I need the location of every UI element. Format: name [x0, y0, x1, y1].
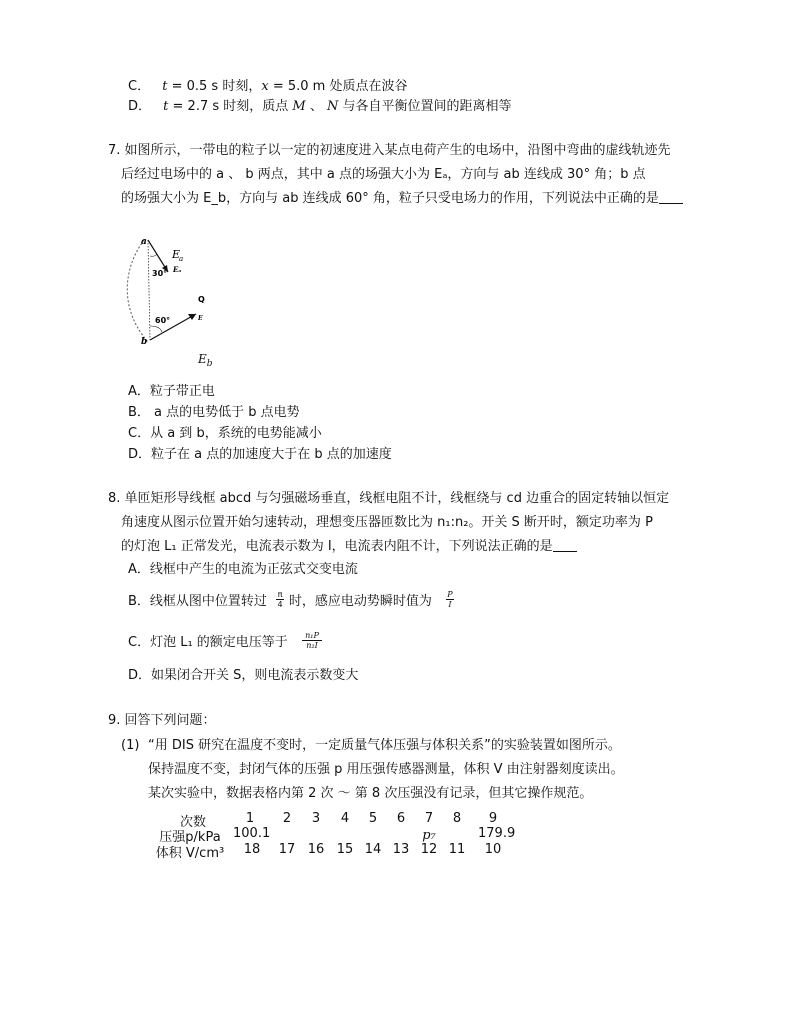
volume-cell: 10	[484, 842, 502, 857]
text: 处质点在波谷	[325, 79, 408, 94]
q6-option-c	[128, 78, 407, 96]
volume-cell: 17	[278, 842, 296, 857]
row-label-count: 次数	[179, 815, 206, 830]
q7-option-d: D．粒子在 a 点的加速度大于在 b 点的加速度	[128, 447, 392, 462]
fraction-n1p-over-n2i	[302, 631, 322, 650]
q7-option-b: B． a 点的电势低于 b 点电势	[128, 405, 300, 420]
fraction-denominator: I	[446, 599, 454, 609]
volume-cell: 12	[420, 842, 438, 857]
pressure-cell: 179.9	[478, 826, 516, 841]
count-cell: 4	[340, 811, 350, 826]
text: 时刻，	[218, 79, 262, 94]
q9-line2: 保持温度不变，封闭气体的压强 p 用压强传感器测量，体积 V 由注射器刻度读出。	[148, 762, 624, 777]
row-label-pressure: 压强p/kPa	[159, 830, 221, 845]
q7-figure-caption	[198, 352, 213, 369]
volume-cell: 16	[307, 842, 325, 857]
angle-60-label: 60°	[155, 316, 171, 325]
label-ea-sub: a	[179, 255, 184, 263]
label-q: Q	[198, 295, 205, 304]
q8-stem-line3	[121, 538, 577, 556]
point-m: M	[292, 99, 306, 114]
q8-option-a: A．线框中产生的电流为正弦式交变电流	[128, 562, 358, 577]
q9-line1: “用 DIS 研究在温度不变时，一定质量气体压强与体积关系”的实验装置如图所示。	[148, 738, 621, 753]
text: 的场强大小为 E_b，方向与 ab 连线成 60° 角，粒子只受电场力的作用，下列说法中正确的是	[121, 191, 659, 206]
trajectory-curve	[127, 240, 148, 342]
count-cell: 7	[424, 811, 434, 826]
volume-cell: 14	[364, 842, 382, 857]
count-cell: 8	[452, 811, 462, 826]
angle-arc-60	[150, 326, 162, 332]
text: 时，感应电动势瞬时值为	[288, 594, 432, 609]
q9-stem: 9. 回答下列问题：	[108, 713, 216, 728]
ab-line	[148, 240, 150, 340]
q7-stem-line1: 7. 如图所示，一带电的粒子以一定的初速度进入某点电荷产生的电场中，沿图中弯曲的虚线轨迹先	[108, 143, 671, 158]
count-cell: 9	[488, 811, 498, 826]
label-b: b	[141, 337, 148, 347]
q8-option-d: D．如果闭合开关 S，则电流表示数变大	[128, 668, 359, 683]
label-ea-main: E	[172, 248, 181, 261]
q7-option-c: C．从 a 到 b，系统的电势能减小	[128, 426, 322, 441]
text: 时刻，质点	[219, 99, 293, 114]
time-value: = 2.7 s	[172, 99, 220, 114]
fraction-denominator: 4	[277, 600, 283, 609]
label-e-small: E	[198, 315, 203, 322]
count-cell: 2	[282, 811, 292, 826]
position-value: = 5.0 m	[272, 79, 326, 94]
fraction-numerator: P	[447, 590, 453, 599]
pressure-cell: 100.1	[233, 826, 271, 841]
count-cell: 6	[396, 811, 406, 826]
volume-cell: 18	[243, 842, 261, 857]
volume-cell: 11	[448, 842, 466, 857]
q7-stem-line2: 后经过电场中的 a 、 b 两点，其中 a 点的场强大小为 Eₐ，方向与 ab 连线成 30° 角；b 点	[121, 167, 646, 182]
q8-stem-line2: 角速度从图示位置开始匀速转动，理想变压器匝数比为 n₁:n₂。开关 S 断开时，额定功率为 P	[121, 515, 653, 530]
label-ea-small: Eₐ	[173, 265, 182, 274]
eb-arrowhead	[188, 314, 196, 320]
row-label-volume: 体积 V/cm³	[155, 846, 225, 861]
volume-cell: 15	[336, 842, 354, 857]
answer-blank	[659, 191, 683, 204]
time-value: = 0.5 s	[171, 79, 219, 94]
text: C．灯泡 L₁ 的额定电压等于	[128, 635, 288, 650]
option-label: D．	[128, 99, 152, 114]
text: 、	[305, 99, 327, 114]
var-x: x	[261, 79, 269, 94]
q8-option-c	[128, 634, 288, 652]
caption-sub-b: b	[206, 359, 213, 369]
option-label: C．	[128, 79, 151, 94]
q7-stem-line3	[121, 190, 683, 208]
count-cell: 5	[368, 811, 378, 826]
fraction-p-over-i	[446, 590, 454, 609]
fraction-pi-over-4	[276, 590, 284, 609]
q9-part-label: (1)	[121, 738, 140, 753]
var-t: t	[162, 79, 168, 94]
q7-field-figure	[110, 230, 230, 370]
var-t: t	[163, 99, 169, 114]
caption-e: E	[198, 352, 207, 366]
q8-stem-line1: 8. 单匝矩形导线框 abcd 与匀强磁场垂直，线框电阻不计，线框绕与 cd 边重合的固定转轴以恒定	[108, 491, 670, 506]
fraction-denominator: n₂I	[302, 640, 322, 650]
pressure-cell: p₇	[422, 828, 436, 843]
q6-option-d	[128, 98, 512, 116]
count-cell: 1	[245, 811, 255, 826]
count-cell: 3	[311, 811, 321, 826]
fraction-numerator: n₁P	[305, 631, 319, 640]
text: 与各自平衡位置间的距离相等	[338, 99, 512, 114]
q9-line3: 某次实验中，数据表格内第 2 次 ～ 第 8 次压强没有记录，但其它操作规范。	[148, 786, 593, 801]
q7-option-a: A．粒子带正电	[128, 384, 215, 399]
text: 的灯泡 L₁ 正常发光，电流表示数为 I，电流表内阻不计，下列说法正确的是	[121, 539, 553, 554]
angle-30-label: 30°	[152, 269, 168, 278]
fraction-numerator: π	[277, 590, 283, 599]
text: B．线框从图中位置转过	[128, 594, 267, 609]
answer-blank	[553, 539, 577, 552]
volume-cell: 13	[392, 842, 410, 857]
point-n: N	[326, 99, 339, 114]
angle-arc-30	[150, 254, 157, 256]
label-a: a	[141, 237, 147, 247]
